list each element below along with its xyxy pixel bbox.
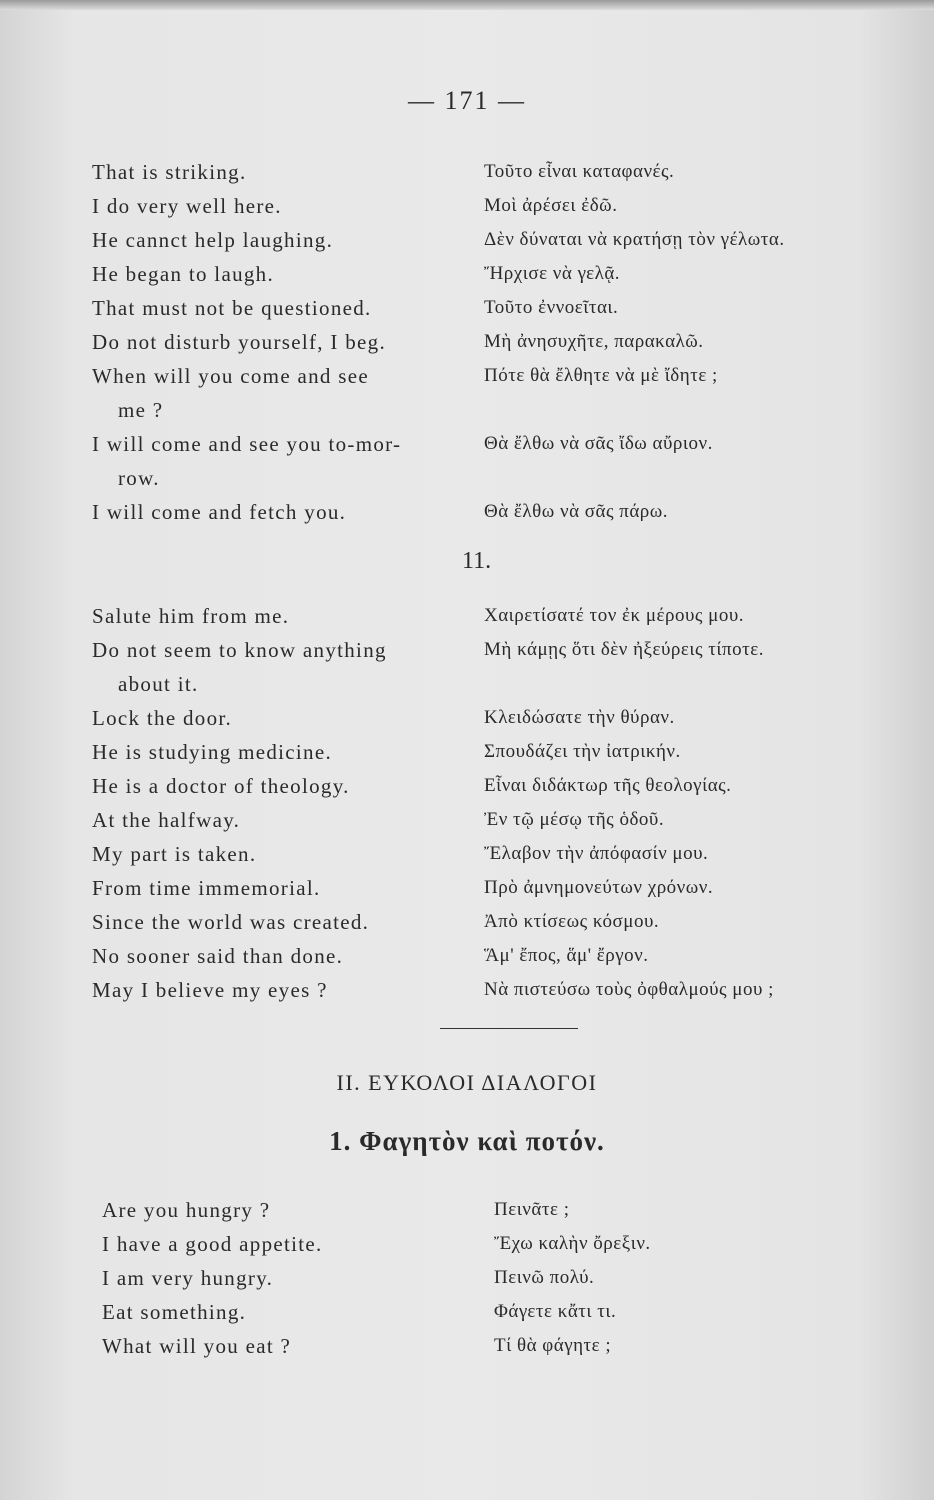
english-phrase: May I believe my eyes ? xyxy=(92,978,328,1002)
english-phrase: He cannct help laughing. xyxy=(92,228,334,252)
greek-phrase: Θὰ ἔλθω νὰ σᾶς ἴδω αὔριον. xyxy=(484,433,713,454)
english-phrase: From time immemorial. xyxy=(92,876,321,900)
english-phrase: He is a doctor of theology. xyxy=(92,774,350,798)
greek-phrase: Θὰ ἔλθω νὰ σᾶς πάρω. xyxy=(484,501,669,522)
english-phrase: I will come and fetch you. xyxy=(92,500,347,524)
english-phrase: My part is taken. xyxy=(92,842,257,866)
greek-phrase: Τοῦτο ἐννοεῖται. xyxy=(484,297,619,318)
greek-phrase: Ἐν τῷ μέσῳ τῆς ὁδοῦ. xyxy=(484,809,665,830)
greek-phrase: Πότε θὰ ἔλθητε νὰ μὲ ἴδητε ; xyxy=(484,365,718,386)
english-phrase: me ? xyxy=(118,398,164,422)
greek-phrase: Δὲν δύναται νὰ κρατήσῃ τὸν γέλωτα. xyxy=(484,229,785,250)
english-phrase: Lock the door. xyxy=(92,706,233,730)
greek-phrase: Σπουδάζει τὴν ἰατρικήν. xyxy=(484,741,681,762)
greek-phrase: Φάγετε κἄτι τι. xyxy=(494,1301,617,1322)
greek-phrase: Πεινῶ πολύ. xyxy=(494,1267,595,1288)
section-heading: II. ΕΥΚΟΛΟΙ ΔΙΑΛΟΓΟΙ xyxy=(336,1070,598,1095)
english-phrase: row. xyxy=(118,466,160,490)
english-phrase: Do not seem to know anything xyxy=(92,638,387,662)
english-phrase: I do very well here. xyxy=(92,194,282,218)
english-phrase: When will you come and see xyxy=(92,364,369,388)
greek-phrase: Χαιρετίσατέ τον ἐκ μέρους μου. xyxy=(484,605,745,626)
english-phrase: That is striking. xyxy=(92,160,247,184)
greek-phrase: Κλειδώσατε τὴν θύραν. xyxy=(484,707,675,728)
english-phrase: Since the world was created. xyxy=(92,910,370,934)
greek-phrase: Ἔλαβον τὴν ἀπόφασίν μου. xyxy=(484,843,709,864)
greek-phrase: Τί θὰ φάγητε ; xyxy=(494,1335,612,1356)
english-phrase: He is studying medicine. xyxy=(92,740,332,764)
english-phrase: He began to laugh. xyxy=(92,262,275,286)
greek-phrase: Πεινᾶτε ; xyxy=(494,1199,570,1220)
english-phrase: I am very hungry. xyxy=(102,1266,274,1290)
greek-phrase: Μὴ κάμῃς ὅτι δὲν ἠξεύρεις τίποτε. xyxy=(484,639,764,660)
greek-phrase: Ἤρχισε νὰ γελᾷ. xyxy=(484,263,621,284)
greek-phrase: Εἶναι διδάκτωρ τῆς θεολογίας. xyxy=(484,775,732,796)
subsection-heading: 1. Φαγητὸν καὶ ποτόν. xyxy=(329,1126,605,1156)
greek-phrase: Μοὶ ἀρέσει ἐδῶ. xyxy=(484,195,618,216)
english-phrase: What will you eat ? xyxy=(102,1334,292,1358)
english-phrase: No sooner said than done. xyxy=(92,944,344,968)
greek-phrase: Ἔχω καλὴν ὄρεξιν. xyxy=(494,1233,651,1254)
page-top-edge xyxy=(0,0,934,10)
section-number: 11. xyxy=(462,548,492,574)
english-phrase: At the halfway. xyxy=(92,808,241,832)
greek-phrase: Ἅμ' ἔπος, ἅμ' ἔργον. xyxy=(484,945,649,966)
english-phrase: Eat something. xyxy=(102,1300,247,1324)
english-phrase: Do not disturb yourself, I beg. xyxy=(92,330,387,354)
english-phrase: I will come and see you to-mor- xyxy=(92,432,402,456)
greek-phrase: Τοῦτο εἶναι καταφανές. xyxy=(484,161,675,182)
english-phrase: I have a good appetite. xyxy=(102,1232,323,1256)
greek-phrase: Νὰ πιστεύσω τοὺς ὀφθαλμούς μου ; xyxy=(484,979,774,1000)
english-phrase: about it. xyxy=(118,672,199,696)
english-phrase: Are you hungry ? xyxy=(102,1198,271,1222)
english-phrase: Salute him from me. xyxy=(92,604,290,628)
page-number: — 171 — xyxy=(408,86,526,115)
greek-phrase: Ἀπὸ κτίσεως κόσμου. xyxy=(484,911,660,932)
section-divider xyxy=(440,1028,578,1029)
english-phrase: That must not be questioned. xyxy=(92,296,372,320)
greek-phrase: Μὴ ἀνησυχῆτε, παρακαλῶ. xyxy=(484,331,704,352)
greek-phrase: Πρὸ ἀμνημονεύτων χρόνων. xyxy=(484,877,714,898)
